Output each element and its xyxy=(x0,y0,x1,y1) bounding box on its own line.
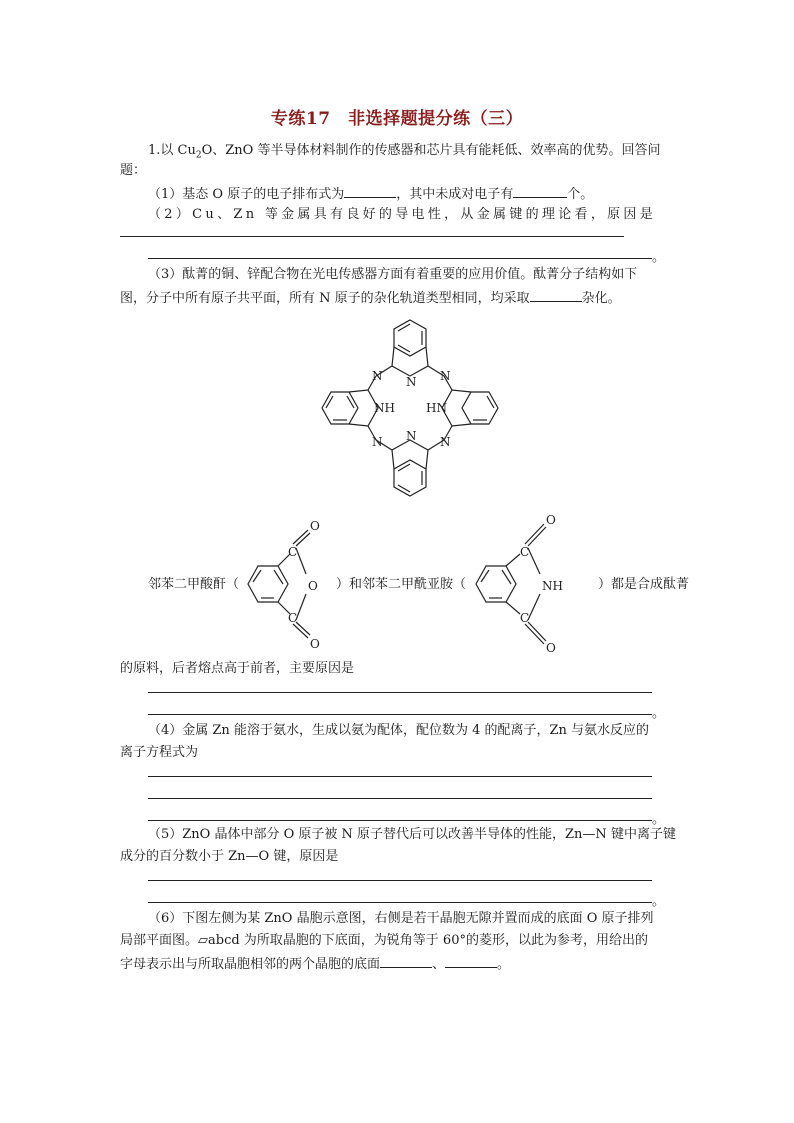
q1-part1 xyxy=(148,184,593,204)
pc-n-bottomright: N xyxy=(440,435,451,449)
q1-intro-line1 xyxy=(148,142,660,165)
answer-line-4b[interactable] xyxy=(148,798,652,799)
anhydride-o-top: O xyxy=(310,519,320,533)
imide-c-bottom: C xyxy=(520,611,530,625)
answer-blank-1a[interactable] xyxy=(344,184,396,198)
q1-part5-line2: 成分的百分数小于 Zn—O 键，原因是 xyxy=(120,849,339,864)
answer-line-4c[interactable] xyxy=(148,820,652,821)
intro-text-a: 1.以 Cu xyxy=(148,143,196,158)
pc-n-topright: N xyxy=(440,369,451,383)
anhydride-c-top: C xyxy=(288,545,298,559)
part1-text-c: 个。 xyxy=(567,187,594,202)
imide-c-top: C xyxy=(520,545,530,559)
pc-n-top: N xyxy=(406,375,417,389)
period-4: 。 xyxy=(652,812,666,827)
q1-part3-mid-c: ）都是合成酞菁 xyxy=(598,577,690,592)
phthalocyanine-structure xyxy=(316,314,504,502)
part6-separator: 、 xyxy=(432,957,446,972)
q1-part6-line2: 局部平面图。▱abcd 为所取晶胞的下底面，为锐角等于 60°的菱形，以此为参考，用给出的 xyxy=(120,933,648,948)
anhydride-o-bottom: O xyxy=(310,637,320,651)
part6-period: 。 xyxy=(497,957,511,972)
q1-part6-line1: （6）下图左侧为某 ZnO 晶胞示意图，右侧是若干晶胞无隙并置而成的底面 O 原子排列 xyxy=(148,911,654,926)
pc-hn-right: HN xyxy=(426,401,447,415)
q1-part6-line3 xyxy=(120,954,510,974)
q1-part3-mid-a: 邻苯二甲酸酐（ xyxy=(148,577,240,592)
phthalic-anhydride-structure xyxy=(236,516,336,656)
q1-part3-line2 xyxy=(120,288,621,308)
page-title: 专练17 非选择题提分练（三） xyxy=(270,109,524,129)
part3-text-c: 杂化。 xyxy=(581,291,621,306)
answer-blank-6a[interactable] xyxy=(380,954,432,968)
q1-part4-line1: （4）金属 Zn 能溶于氨水，生成以氨为配体，配位数为 4 的配离子，Zn 与氨水反应的 xyxy=(148,723,650,738)
pc-n-bottomleft: N xyxy=(372,435,383,449)
answer-line-4a[interactable] xyxy=(148,776,652,777)
part3-text-b: 图，分子中所有原子共平面，所有 N 原子的杂化轨道类型相同，均采取 xyxy=(120,291,530,306)
answer-line-2b[interactable] xyxy=(148,258,652,259)
q1-part3-line1: （3）酞菁的铜、锌配合物在光电传感器方面有着重要的应用价值。酞菁分子结构如下 xyxy=(148,267,638,282)
intro-text-b: O、ZnO 等半导体材料制作的传感器和芯片具有能耗低、效率高的优势。回答问 xyxy=(201,143,661,158)
answer-line-5a[interactable] xyxy=(148,880,652,881)
imide-o-bottom: O xyxy=(546,641,556,655)
period-3: 。 xyxy=(652,706,666,721)
answer-line-3a[interactable] xyxy=(148,692,652,693)
pc-nh-left: NH xyxy=(374,401,395,415)
answer-line-2a[interactable] xyxy=(120,236,624,237)
phthalimide-structure xyxy=(466,506,596,656)
anhydride-c-bottom: C xyxy=(288,611,298,625)
q1-part3-line4: 的原料，后者熔点高于前者，主要原因是 xyxy=(120,661,355,676)
imide-o-top: O xyxy=(546,513,556,527)
answer-blank-3[interactable] xyxy=(530,288,582,302)
answer-blank-1b[interactable] xyxy=(513,184,567,198)
q1-part5-line1: （5）ZnO 晶体中部分 O 原子被 N 原子替代后可以改善半导体的性能，Zn—N 键中离子键 xyxy=(148,827,676,842)
period-5: 。 xyxy=(652,894,666,909)
q1-part3-mid-b: ）和邻苯二甲酰亚胺（ xyxy=(336,577,467,592)
answer-line-5b[interactable] xyxy=(148,902,652,903)
imide-nh: NH xyxy=(542,579,563,593)
part1-text-b: ，其中未成对电子有 xyxy=(396,187,514,202)
q1-part4-line2: 离子方程式为 xyxy=(120,745,199,760)
part6-text-c: 字母表示出与所取晶胞相邻的两个晶胞的底面 xyxy=(120,957,381,972)
pc-n-bottom: N xyxy=(406,429,417,443)
answer-line-3b[interactable] xyxy=(148,714,652,715)
q1-intro-line2: 题： xyxy=(120,163,147,178)
q1-part2: （2）Cu、Zn 等金属具有良好的导电性，从金属键的理论看，原因是 xyxy=(148,207,657,222)
answer-blank-6b[interactable] xyxy=(445,954,497,968)
intro-subscript: 2 xyxy=(195,150,202,161)
anhydride-o-ring: O xyxy=(308,579,318,593)
part1-text-a: （1）基态 O 原子的电子排布式为 xyxy=(148,187,345,202)
period-2: 。 xyxy=(652,250,666,265)
pc-n-topleft: N xyxy=(372,369,383,383)
